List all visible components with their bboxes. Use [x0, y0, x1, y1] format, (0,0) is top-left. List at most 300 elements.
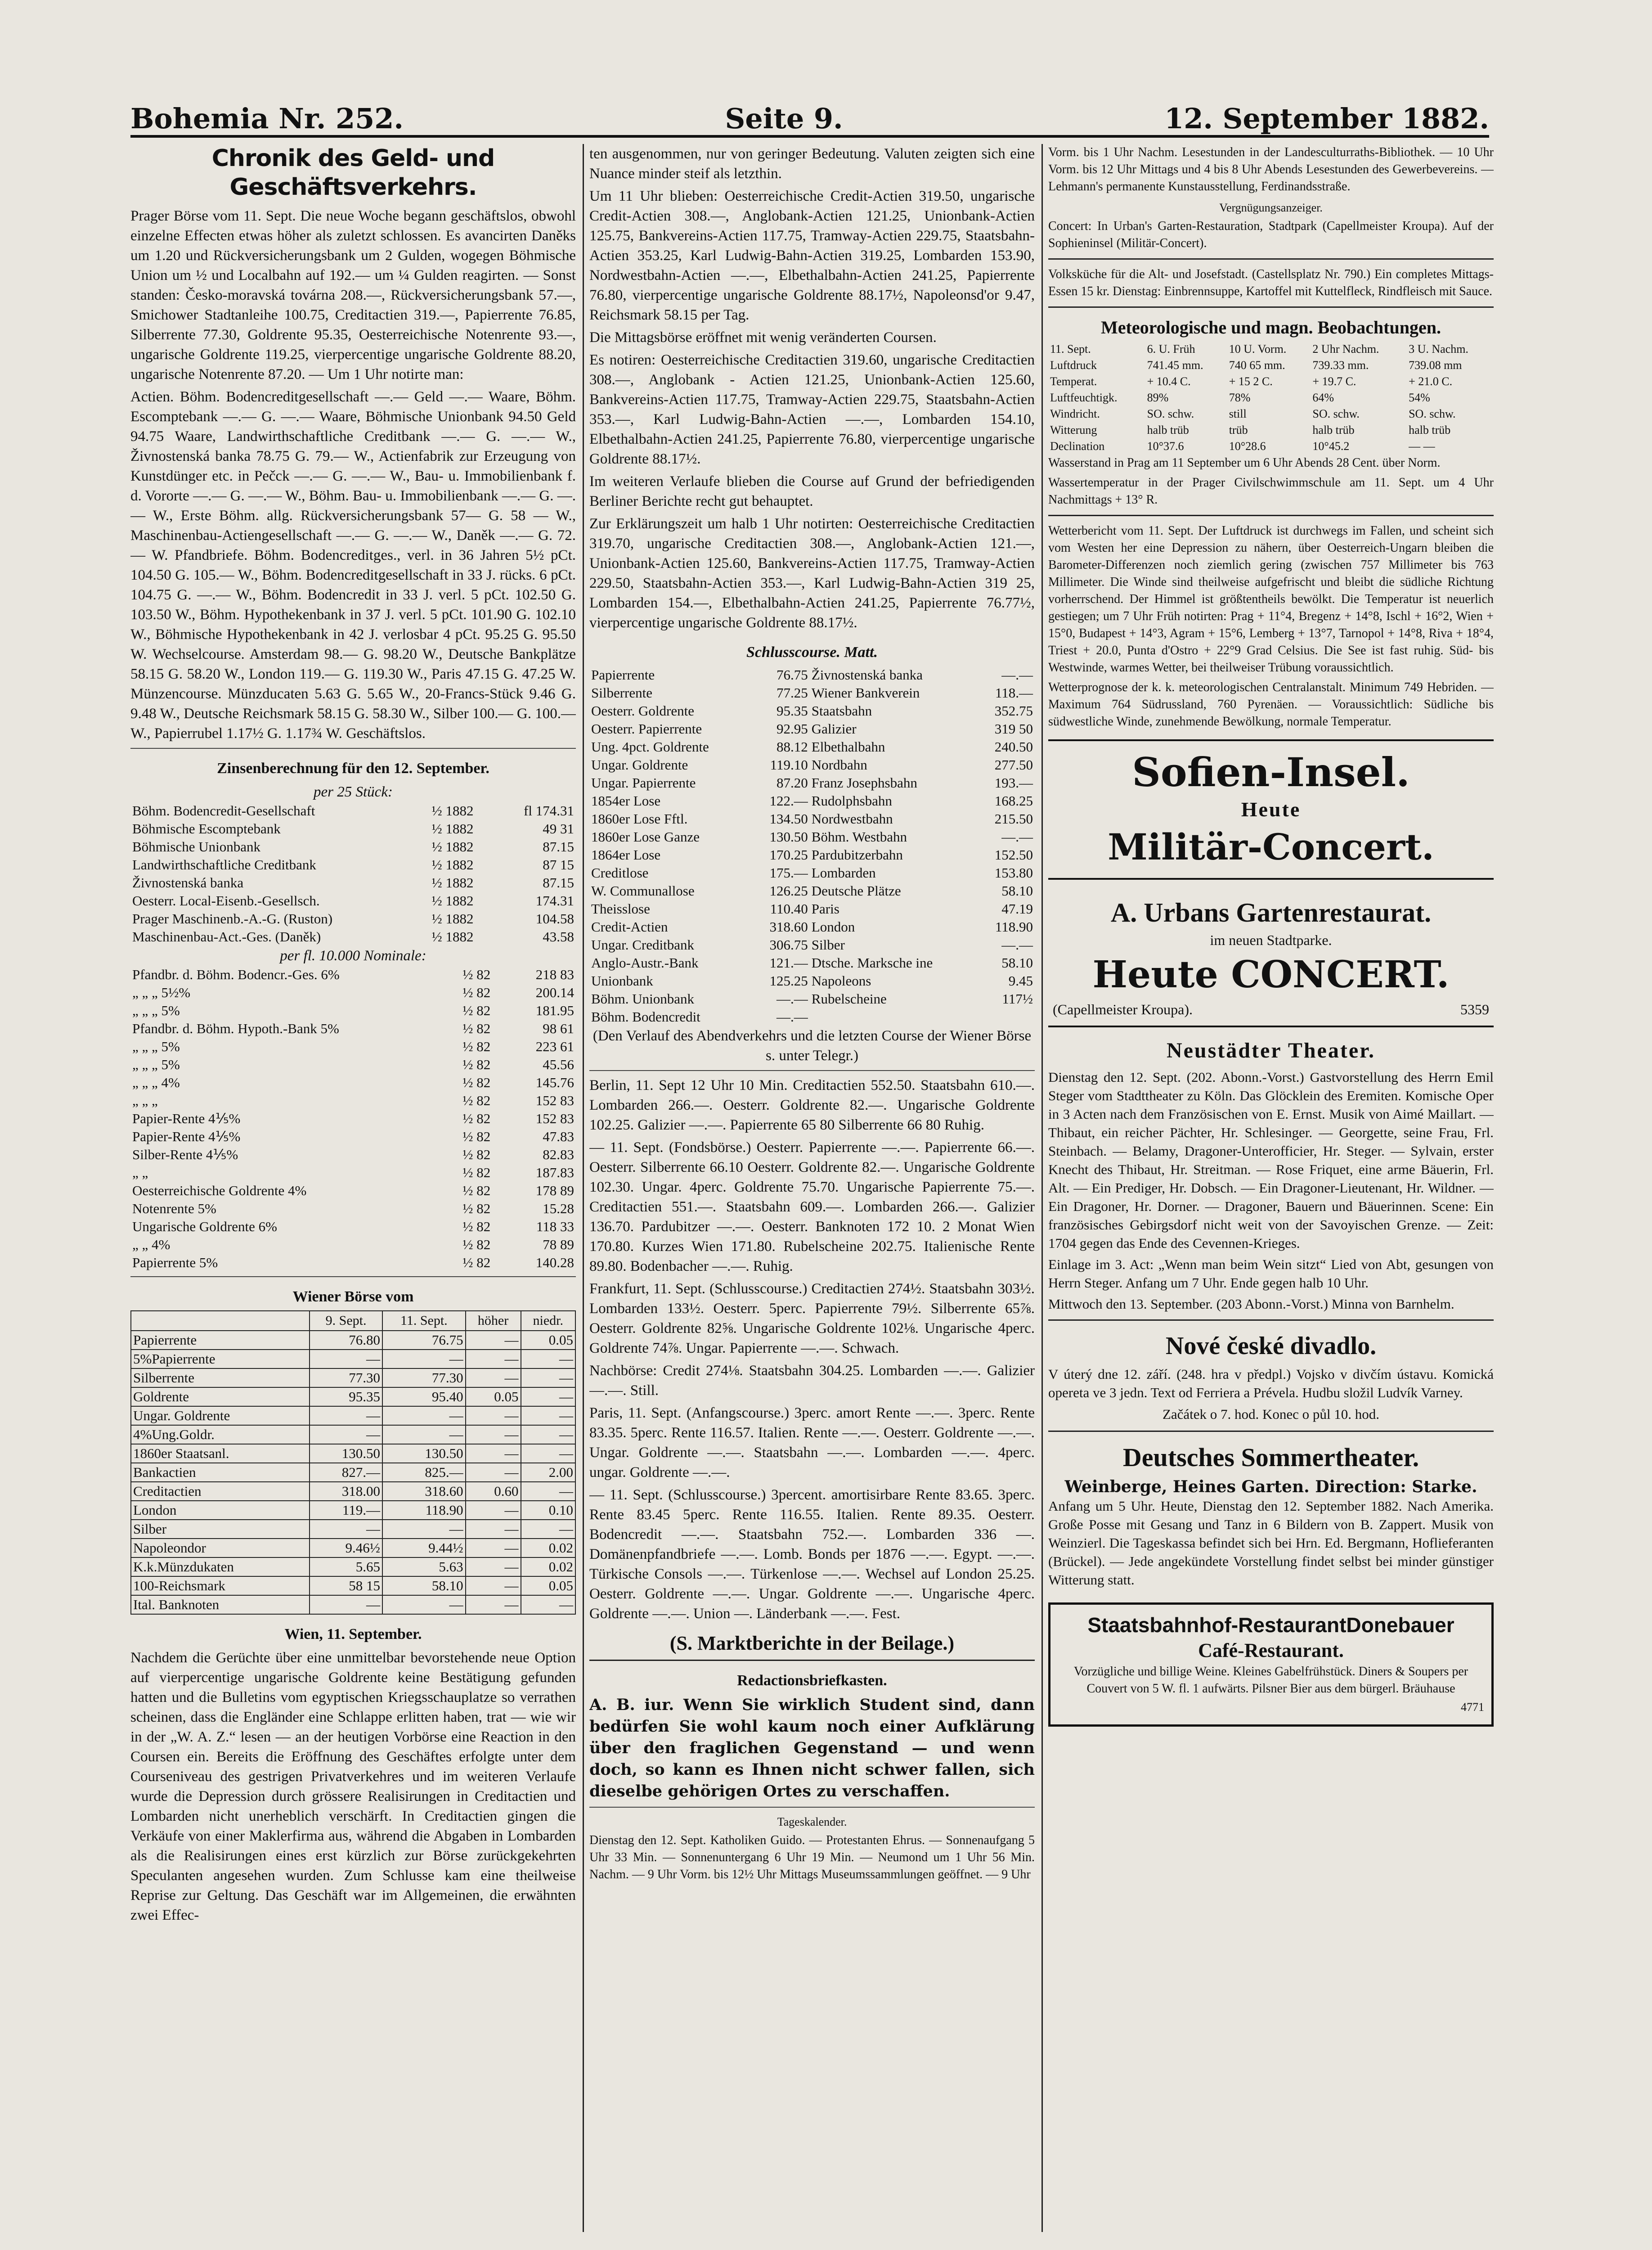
divider — [589, 1660, 1035, 1661]
table-cell: Pardubitzerbahn — [811, 847, 903, 863]
table-cell: — — [466, 1557, 521, 1576]
table-cell: trüb — [1229, 423, 1248, 436]
table-cell: 175.— — [769, 865, 808, 881]
table-cell: ½ 82 — [462, 1201, 491, 1216]
table-cell: Theisslose — [591, 901, 650, 917]
table-cell: Oesterr. Papierrente — [591, 721, 702, 737]
article-paragraph: Wasserstand in Prag am 11 September um 6 Uhr Abends 28 Cent. über Norm. — [1048, 456, 1441, 470]
table-row — [130, 984, 576, 1002]
table-cell: London — [811, 919, 855, 935]
table-cell: 87 15 — [543, 857, 574, 873]
table-cell: 240.50 — [994, 739, 1033, 755]
header-rule — [130, 135, 1489, 138]
table-cell: — — [521, 1444, 576, 1463]
article-paragraph: Volksküche für die Alt- und Josefstadt. (Castellsplatz Nr. 790.) Ein completes Mittags-Essen 15 kr. Dienstag: Einbrennsuppe, Kartoffel mit Kuttelfleck, Rindfleisch mit Sauce. — [1048, 267, 1494, 298]
table-row — [589, 684, 1035, 702]
table-cell: „ „ „ 5½% — [132, 985, 191, 1000]
table-cell: 58 15 — [310, 1576, 382, 1595]
table-row — [1048, 390, 1494, 406]
article-paragraph: Wetterprognose der k. k. meteorologischen Centralanstalt. Minimum 749 Hebriden. — Maximum 764 Südrussland, 760 Pyrenäen. — Voraussichtlich: Südliche bis südwestliche Winde, zunehmende Bewölkung, normale Temperatur. — [1048, 680, 1494, 729]
section-title: Chronik des Geld- und Geschäftsverkehrs. — [211, 145, 495, 201]
table-cell: ½ 82 — [462, 1003, 491, 1018]
table-cell: Ungar. Goldrente — [591, 757, 688, 773]
column-divider — [583, 144, 584, 2232]
table-cell: „ „ „ 4% — [132, 1075, 180, 1090]
theater-program: Mittwoch den 13. September. (203 Abonn.-Vorst.) Minna von Barnhelm. — [1048, 1296, 1454, 1312]
table-cell: 110.40 — [770, 901, 808, 917]
table-cell: Papierrente — [591, 667, 655, 683]
ad-subtitle: im neuen Stadtparke. — [1210, 932, 1332, 948]
table-cell: 122.— — [769, 793, 808, 809]
table-row — [130, 874, 576, 892]
table-cell: Luftfeuchtigk. — [1050, 391, 1118, 404]
table-cell: 0.02 — [521, 1557, 576, 1576]
table-cell: 318.60 — [769, 919, 808, 935]
table-cell: Luftdruck — [1050, 359, 1097, 372]
divider — [1048, 515, 1494, 516]
closing-prices-table — [589, 666, 1035, 1026]
table-row — [130, 928, 576, 946]
table-cell: 1860er Lose Fftl. — [591, 811, 688, 827]
article-heading: Meteorologische und magn. Beobachtungen. — [1101, 317, 1441, 338]
ad-headline: Heute CONCERT. — [1092, 953, 1450, 996]
table-cell: 9.45 — [1008, 973, 1033, 989]
table-cell: — — [466, 1576, 521, 1595]
table-cell: 5.65 — [310, 1557, 382, 1576]
table-cell: Böhm. Bodencredit-Gesellschaft — [132, 803, 315, 819]
table-cell: Creditlose — [591, 865, 649, 881]
table-row — [130, 838, 576, 856]
table-cell: Silberrente — [131, 1368, 310, 1387]
table-cell: — — [466, 1501, 521, 1520]
table-cell: Böhmische Escomptebank — [132, 821, 281, 837]
table-cell: ½ 1882 — [431, 839, 474, 855]
theater-title: Nové české divadlo. — [1165, 1332, 1377, 1360]
column-2 — [589, 144, 1035, 2232]
table-cell: 88.12 — [777, 739, 808, 755]
table-cell: ½ 82 — [462, 1183, 491, 1198]
table-cell: 170.25 — [769, 847, 808, 863]
table-row — [130, 1002, 576, 1020]
table-cell: 95.35 — [310, 1387, 382, 1406]
table-cell: + 10.4 C. — [1147, 375, 1191, 388]
table-cell: 181.95 — [535, 1003, 574, 1018]
table-cell: — — [382, 1595, 466, 1614]
table-row — [131, 1368, 575, 1387]
table-cell: 130.50 — [382, 1444, 466, 1463]
ad-headline: Militär-Concert. — [1108, 826, 1434, 868]
table-cell: ½ 1882 — [431, 893, 474, 909]
table-cell: Paris — [811, 901, 839, 917]
table-row — [589, 990, 1035, 1008]
table-cell: — — [466, 1539, 521, 1557]
table-cell: Dtsche. Marksche ine — [811, 955, 933, 971]
table-row — [131, 1387, 575, 1406]
table-cell: Ungar. Papierrente — [591, 775, 696, 791]
table-cell: —.— — [1001, 937, 1033, 953]
table-row — [130, 820, 576, 838]
table-cell: Staatsbahn — [811, 703, 872, 719]
table-cell: ½ 82 — [462, 1021, 491, 1036]
theater-program: Začátek o 7. hod. Konec o půl 10. hod. — [1162, 1406, 1380, 1422]
divider — [589, 1070, 1035, 1071]
table-cell: 1860er Staatsanl. — [131, 1444, 310, 1463]
table-row — [131, 1406, 575, 1425]
table-cell: „ „ „ 5% — [132, 1057, 180, 1072]
table-row — [130, 966, 576, 984]
table-row — [589, 774, 1035, 792]
table-cell: — — [382, 1520, 466, 1539]
divider — [589, 1807, 1035, 1808]
table-header-row — [131, 1311, 575, 1331]
table-cell: 739.08 mm — [1409, 359, 1462, 372]
table-cell: 10°45.2 — [1312, 440, 1350, 453]
table-cell: 125.25 — [769, 973, 808, 989]
theater-program: Dienstag den 12. Sept. (202. Abonn.-Vorst.) Gastvorstellung des Herrn Emil Steger vom Stadttheater zu Köln. Das Glöcklein des Eremiten. Komische Oper in 3 Acten nach dem Französischen von E. Ernst. Musik von Aimé Maillart. — Thibaut, ein reicher Pächter, Hr. Schlesinger. — Georgette, seine Frau, Frl. Steinbach. — Belamy, Dragoner-Unterofficier, Hr. Steger. — Sylvain, erster Knecht des Thibaut, Hr. Streitman. — Rose Friquet, eine arme Bäuerin, Frl. Alt. — Ein Prediger, Hr. Dobsch. — Ein Dragoner-Lieutenant, Hr. Wildner. — Ein Dragoner, Hr. Dorner. — Dragoner, Bauern und Bäuerinnen. Scene: Ein französisches Gebirgsdorf nicht weit von der Savoyischen Grenze. — Zeit: 1704 gegen das Ende des Cevennen-Krieges. — [1048, 1069, 1494, 1251]
ad-number: 4771 — [1461, 1701, 1484, 1714]
table-cell: halb trüb — [1409, 423, 1451, 436]
table-cell: 117½ — [1002, 991, 1033, 1007]
table-row — [589, 954, 1035, 972]
article-paragraph: Paris, 11. Sept. (Anfangscourse.) 3perc. amort Rente —.—. 3perc. Rente 83.35. 5perc. Rente 116.57. Italien. Rente —.—. Oesterr. Goldrente —.—. Ungar. Goldrente —.—. Staatsbahn —.—. Lombarden —.—. 4perc. ungar. Goldrente —.—. — [589, 1405, 1035, 1480]
table-cell: Silber-Rente 4⅕% — [132, 1147, 238, 1162]
table-row — [130, 1038, 576, 1056]
table-header-cell: 11. Sept. — [1050, 342, 1091, 356]
table-cell: still — [1229, 407, 1247, 420]
table-cell: 152.50 — [994, 847, 1033, 863]
table-header-cell: 6. U. Früh — [1147, 342, 1195, 356]
table-cell: — — [521, 1368, 576, 1387]
table-header-cell: 11. Sept. — [382, 1311, 466, 1331]
table-cell: —.— — [1001, 829, 1033, 845]
table-row — [131, 1595, 575, 1614]
table-cell: Silber — [131, 1520, 310, 1539]
table-cell: Oesterreichische Goldrente 4% — [132, 1183, 307, 1198]
table-cell: Creditactien — [131, 1482, 310, 1501]
table-row — [130, 1146, 576, 1164]
interest-table — [130, 802, 576, 946]
divider — [1048, 306, 1494, 308]
table-cell: Böhm. Westbahn — [811, 829, 907, 845]
table-cell — [810, 1008, 978, 1026]
table-cell: — — [466, 1520, 521, 1539]
advertisement — [1048, 739, 1494, 880]
table-cell: ½ 1882 — [431, 875, 474, 891]
article-paragraph: A. B. iur. Wenn Sie wirklich Student sind, dann bedürfen Sie wohl kaum noch einer Aufklärung über den fraglichen Gegenstand — und wenn doch, so kann es Ihnen nicht schwer fallen, sich dieselbe gehörigen Ortes zu verschaffen. — [589, 1696, 1035, 1800]
article-paragraph: Wetterbericht vom 11. Sept. Der Luftdruck ist durchwegs im Fallen, und scheint sich vom Westen her eine Depression zu nähern, über Oesterreich-Ungarn bleiben die Barometer-Differenzen noch ziemlich gering (zwischen 757 Millimeter bis 763 Millimeter. Die Winde sind theilweise aufgefrischt und bleibt die südliche Richtung vorherrschend. Der Himmel ist größtentheils bewölkt. Die Temperatur ist neuerlich gestiegen; um 7 Uhr Früh notirten: Prag + 11°4, Bregenz + 14°8, Ischl + 16°2, Wien + 15°0, Budapest + 14°3, Agram + 15°6, Lemberg + 13°7, Tarnopol + 14°8, Riva + 18°4, Triest + 20.0, Punta d'Ostro + 22°9 Grad Celsius. Die See ist fast ruhig. Süd- bis Westwinde, warmes Wetter, bei theilweiser Trübung voraussichtlich. — [1048, 524, 1494, 675]
page-header — [130, 86, 1489, 135]
table-cell: 0.05 — [521, 1331, 576, 1350]
table-cell: — — [521, 1520, 576, 1539]
table-cell: 121.— — [769, 955, 808, 971]
table-cell: — — [466, 1406, 521, 1425]
table-cell: ½ 1882 — [431, 929, 474, 945]
table-cell: ½ 82 — [462, 1219, 491, 1234]
table-cell: — — [466, 1425, 521, 1444]
table-row — [130, 892, 576, 910]
table-cell: 0.02 — [521, 1539, 576, 1557]
table-cell: —.— — [777, 991, 808, 1007]
table-cell: ½ 82 — [462, 1039, 491, 1054]
table-cell: 741.45 mm. — [1147, 359, 1203, 372]
table-cell: Papier-Rente 4⅕% — [132, 1129, 241, 1144]
table-cell: 87.20 — [777, 775, 808, 791]
table-cell: — — [466, 1350, 521, 1368]
table-cell: ½ 1882 — [431, 821, 474, 837]
table-row — [130, 1074, 576, 1092]
ad-subtitle: Heute — [1241, 798, 1301, 821]
ad-title: Staatsbahnhof-RestaurantDonebauer — [1087, 1613, 1454, 1637]
table-cell: 145.76 — [535, 1075, 574, 1090]
table-cell: 87.15 — [543, 839, 574, 855]
table-row — [589, 738, 1035, 756]
table-row — [130, 1020, 576, 1038]
table-cell: Papierrente 5% — [132, 1255, 218, 1270]
table-cell: 76.80 — [310, 1331, 382, 1350]
table-cell: Ungar. Creditbank — [591, 937, 695, 953]
theater-title: Neustädter Theater. — [1166, 1039, 1376, 1062]
ad-number: 5359 — [1460, 1001, 1489, 1017]
table-cell: — — [466, 1368, 521, 1387]
table-row — [130, 1218, 576, 1236]
table-cell: 5%Papierrente — [131, 1350, 310, 1368]
table-row — [131, 1501, 575, 1520]
table-cell: ½ 82 — [462, 1237, 491, 1252]
table-cell: 0.10 — [521, 1501, 576, 1520]
table-cell: 140.28 — [535, 1255, 574, 1270]
article-heading: Vergnügungsanzeiger. — [1219, 201, 1323, 214]
table-cell: 100-Reichsmark — [131, 1576, 310, 1595]
table-row — [589, 882, 1035, 900]
table-cell: 130.50 — [769, 829, 808, 845]
table-cell: 193.— — [994, 775, 1033, 791]
table-row — [130, 1110, 576, 1128]
table-cell: ½ 82 — [462, 1147, 491, 1162]
table-cell: 0.05 — [466, 1387, 521, 1406]
table-row — [130, 856, 576, 874]
table-row — [589, 900, 1035, 918]
table-header-cell: 3 U. Nachm. — [1409, 342, 1468, 356]
table-row — [131, 1520, 575, 1539]
table-row — [589, 972, 1035, 990]
table-cell: — — [310, 1425, 382, 1444]
table-cell: 58.10 — [382, 1576, 466, 1595]
column-1 — [130, 144, 576, 2232]
article-paragraph: Wassertemperatur in der Prager Civilschwimmschule am 11. Sept. um 4 Uhr Nachmittags + 13° R. — [1048, 476, 1494, 507]
table-cell: 49 31 — [543, 821, 574, 837]
table-header-cell: niedr. — [521, 1311, 576, 1331]
table-cell: Böhm. Unionbank — [591, 991, 695, 1007]
table-cell: „ „ — [132, 1165, 148, 1180]
table-cell: Galizier — [811, 721, 857, 737]
table-cell: 200.14 — [535, 985, 574, 1000]
table-subtitle: per 25 Stück: — [314, 784, 393, 800]
market-reports-notice: (S. Marktberichte in der Beilage.) — [669, 1632, 955, 1654]
table-cell: — — [466, 1331, 521, 1350]
table-cell: 126.25 — [769, 883, 808, 899]
table-cell: 134.50 — [769, 811, 808, 827]
table-cell: 82.83 — [543, 1147, 574, 1162]
table-cell: 0.05 — [521, 1576, 576, 1595]
table-cell: 352.75 — [994, 703, 1033, 719]
table-row — [589, 666, 1035, 684]
table-cell: Živnostenská banka — [132, 875, 244, 891]
table-row — [131, 1425, 575, 1444]
article-paragraph: Die Mittagsbörse eröffnet mit wenig veränderten Coursen. — [589, 329, 937, 346]
table-cell: „ „ 4% — [132, 1237, 171, 1252]
table-cell: — — [521, 1387, 576, 1406]
table-cell: — — [466, 1444, 521, 1463]
table-cell: Lombarden — [811, 865, 876, 881]
table-cell: Böhmische Unionbank — [132, 839, 260, 855]
table-cell: halb trüb — [1147, 423, 1189, 436]
table-row — [131, 1557, 575, 1576]
table-cell: fl 174.31 — [524, 803, 574, 819]
table-cell: 10°37.6 — [1147, 440, 1184, 453]
table-cell: 78% — [1229, 391, 1251, 404]
table-cell: 9.44½ — [382, 1539, 466, 1557]
table-cell: Bankactien — [131, 1463, 310, 1482]
article-paragraph: — 11. Sept. (Schlusscourse.) 3percent. amortisirbare Rente 83.65. 3perc. Rente 83.45 5perc. Rente 116.55. Italien. Rente 89.35. Oesterr. Bodencredit —.—. Staatsbahn 752.—. Lombarden 336 —. Domänenpfandbriefe —.—. Lomb. Bonds per 1876 —.—. Egypt. —.—. Türkische Consols —.—. Türkenlose —.—. Wechsel auf London 25.25. Oesterr. Goldrente —.—. Ungar. Goldrente —.—. Ungarische 4perc. Goldrente —.—. Union —. Länderbank —.—. Fest. — [589, 1487, 1035, 1622]
table-cell: 95.35 — [777, 703, 808, 719]
table-cell: 174.31 — [535, 893, 574, 909]
table-title: Schlusscourse. Matt. — [746, 644, 878, 661]
table-row — [131, 1444, 575, 1463]
table-cell: Prager Maschinenb.-A.-G. (Ruston) — [132, 911, 333, 927]
table-row — [131, 1576, 575, 1595]
table-cell: 76.75 — [382, 1331, 466, 1350]
table-cell: + 21.0 C. — [1409, 375, 1453, 388]
table-cell: 76.75 — [777, 667, 808, 683]
article-paragraph: ten ausgenommen, nur von geringer Bedeutung. Valuten zeigten sich eine Nuance minder steif als letzthin. — [589, 146, 1035, 182]
article-paragraph: Zur Erklärungszeit um halb 1 Uhr notirten: Oesterreichische Creditactien 319.70, ungarische Creditactien 308.—, Anglobank-Actien 121.—, Unionbank-Actien 125.60, Bankvereins-Actien 117.75, Tramway-Actien 229.50, Staatsbahn-Actien 353.—, Karl Ludwig-Bahn-Actien 319 25, Lombarden 154.—, Elbethalbahn-Actien 241.25, Papierrente 76.77½, vierpercentige ungarische Goldrente 88.17½. — [589, 516, 1035, 631]
table-row — [1048, 438, 1494, 454]
table-row — [130, 1182, 576, 1200]
table-cell: 187.83 — [535, 1165, 574, 1180]
table-cell: Ital. Banknoten — [131, 1595, 310, 1614]
table-cell: 15.28 — [543, 1201, 574, 1216]
table-header-cell: 9. Sept. — [310, 1311, 382, 1331]
advertisement — [1048, 889, 1494, 1027]
table-cell — [978, 1008, 1035, 1026]
table-cell: 130.50 — [310, 1444, 382, 1463]
table-cell: ½ 82 — [462, 1057, 491, 1072]
table-cell: 47.83 — [543, 1129, 574, 1144]
table-row — [589, 792, 1035, 810]
table-cell: 98 61 — [543, 1021, 574, 1036]
table-cell: 277.50 — [994, 757, 1033, 773]
table-cell: Deutsche Plätze — [811, 883, 901, 899]
table-cell: 92.95 — [777, 721, 808, 737]
divider — [1048, 1319, 1494, 1321]
table-row — [130, 1164, 576, 1182]
table-cell: Papierrente — [131, 1331, 310, 1350]
table-row — [130, 1254, 576, 1272]
table-cell: ½ 82 — [462, 1129, 491, 1144]
table-cell: 64% — [1312, 391, 1334, 404]
table-cell: 2.00 — [521, 1463, 576, 1482]
table-row — [589, 846, 1035, 864]
table-cell: — — [310, 1406, 382, 1425]
table-row — [589, 1008, 1035, 1026]
table-cell: —.— — [777, 1009, 808, 1025]
article-paragraph: Vorm. bis 1 Uhr Nachm. Lesestunden in der Landesculturraths-Bibliothek. — 10 Uhr Vorm. bis 12 Uhr Mittags und 4 bis 8 Uhr Abends Lesestunden des Gewerbevereins. — Lehmann's permanente Kunstausstellung, Ferdinandsstraße. — [1048, 145, 1494, 194]
table-row — [131, 1482, 575, 1501]
table-cell: — — — [1409, 440, 1435, 453]
theater-program: V úterý dne 12. září. (248. hra v předpl.) Vojsko v divčím ústavu. Komická opereta ve 3 jedn. Text od Ferriera a Prévela. Hudbu složil Ludvík Varney. — [1048, 1366, 1494, 1400]
table-cell: Ungar. Goldrente — [131, 1406, 310, 1425]
table-row — [589, 864, 1035, 882]
article-paragraph: Um 11 Uhr blieben: Oesterreichische Credit-Actien 319.50, ungarische Credit-Actien 308.—, Anglobank-Actien 121.25, Unionbank-Actien 125.75, Bankvereins-Actien 117.75, Tramway-Actien 229.75, Staatsbahn-Actien 353.25, Karl Ludwig-Bahn-Actien 319.25, Lombarden 153.90, Nordwestbahn-Actien —.—, Elbethalbahn-Actien 241.25, Papierrente 76.80, vierpercentige ungarische Goldrente 88.17½, Napoleonsd'or 9.47, Reichsmark 58.15 per Tag. — [589, 188, 1035, 323]
table-cell: 95.40 — [382, 1387, 466, 1406]
table-cell: Landwirthschaftliche Creditbank — [132, 857, 316, 873]
table-cell: ½ 1882 — [431, 803, 474, 819]
table-row — [130, 1056, 576, 1074]
article-paragraph: — 11. Sept. (Fondsbörse.) Oesterr. Papierrente —.—. Papierrente 66.—. Oesterr. Silberrente 66.10 Oesterr. Goldrente 82.—. Ungarische Goldrente 102.30. Ungar. 4perc. Goldrente 75.70. Ungarische Papierrente 75.—. Creditactien 551.—. Staatsbahn 609.—. Lombarden 266.—. Galizier 136.70. Pardubitzer —.—. Oesterr. Banknoten 172 10. 2 Monat Wien 170.80. Kurzes Wien 171.80. Rubelscheine 202.75. Italienische Rente 89.80. Bodenbacher —.—. Ruhig. — [589, 1139, 1035, 1274]
table-cell: 318.60 — [382, 1482, 466, 1501]
table-cell: Oesterr. Goldrente — [591, 703, 694, 719]
table-cell: 153.80 — [994, 865, 1033, 881]
table-cell: Rudolphsbahn — [811, 793, 892, 809]
table-cell: London — [131, 1501, 310, 1520]
table-cell: Ungarische Goldrente 6% — [132, 1219, 277, 1234]
table-cell: — — [466, 1595, 521, 1614]
table-row — [589, 810, 1035, 828]
table-cell: 318.00 — [310, 1482, 382, 1501]
table-cell: 739.33 mm. — [1312, 359, 1369, 372]
newspaper-page — [112, 68, 1494, 2250]
table-cell: 54% — [1409, 391, 1430, 404]
table-cell: 1860er Lose Ganze — [591, 829, 700, 845]
table-cell: 58.10 — [1001, 955, 1033, 971]
table-cell: SO. schw. — [1409, 407, 1456, 420]
theater-program: Einlage im 3. Act: „Wenn man beim Wein sitzt“ Lied von Abt, gesungen von Herrn Steger. Anfang um 7 Uhr. Ende gegen halb 10 Uhr. — [1048, 1256, 1494, 1291]
article-heading: Tageskalender. — [777, 1815, 847, 1828]
table-row — [130, 1236, 576, 1254]
column-3 — [1048, 144, 1494, 2232]
table-row — [131, 1463, 575, 1482]
table-cell: Wiener Bankverein — [811, 685, 920, 701]
table-cell: 1864er Lose — [591, 847, 661, 863]
table-cell: Nordbahn — [811, 757, 867, 773]
table-row — [589, 828, 1035, 846]
table-cell: 89% — [1147, 391, 1169, 404]
table-row — [131, 1331, 575, 1350]
table-cell: Elbethalbahn — [811, 739, 885, 755]
table-cell: 218 83 — [535, 967, 574, 982]
table-cell: ½ 82 — [462, 967, 491, 982]
ad-footer: (Capellmeister Kroupa). — [1053, 1001, 1193, 1017]
table-row — [1048, 357, 1494, 374]
table-cell: 5.63 — [382, 1557, 466, 1576]
table-cell: Maschinenbau-Act.-Ges. (Daněk) — [132, 929, 321, 945]
table-cell: + 19.7 C. — [1312, 375, 1356, 388]
table-row — [1048, 374, 1494, 390]
table-cell: 47.19 — [1001, 901, 1033, 917]
table-cell: — — [466, 1463, 521, 1482]
divider — [130, 1276, 576, 1277]
table-cell: 0.60 — [466, 1482, 521, 1501]
weather-observations-table — [1048, 341, 1494, 454]
table-cell: Silber — [811, 937, 845, 953]
table-cell: K.k.Münzdukaten — [131, 1557, 310, 1576]
article-paragraph: Prager Börse vom 11. Sept. Die neue Woche begann geschäftslos, obwohl einzelne Effecten etwas höher als zuletzt schlossen. Es avancirten Daněks um 1.20 und Rückversicherungsbank um 2 Gulden, wogegen Böhmische Union um ½ und Localbahn auf 192.— um ¼ Gulden reagirten. — Sonst standen: Česko-moravská továrna 208.—, Rückversicherungsbank 57.—, Smichower Stadtanleihe 100.75, Creditactien 319.—, Papierrente 76.85, Silberrente 77.30, Goldrente 95.35, Oesterreichische Notenrente 93.—, ungarische Goldrente 119.25, vierpercentige ungarische Goldrente 88.20, ungarische Notenrente 87.20. — Um 1 Uhr notirte man: — [130, 208, 576, 382]
table-row — [130, 1128, 576, 1146]
table-cell: 87.15 — [543, 875, 574, 891]
table-cell: — — [521, 1350, 576, 1368]
table-row — [130, 802, 576, 820]
table-title: Wiener Börse vom — [292, 1288, 414, 1305]
